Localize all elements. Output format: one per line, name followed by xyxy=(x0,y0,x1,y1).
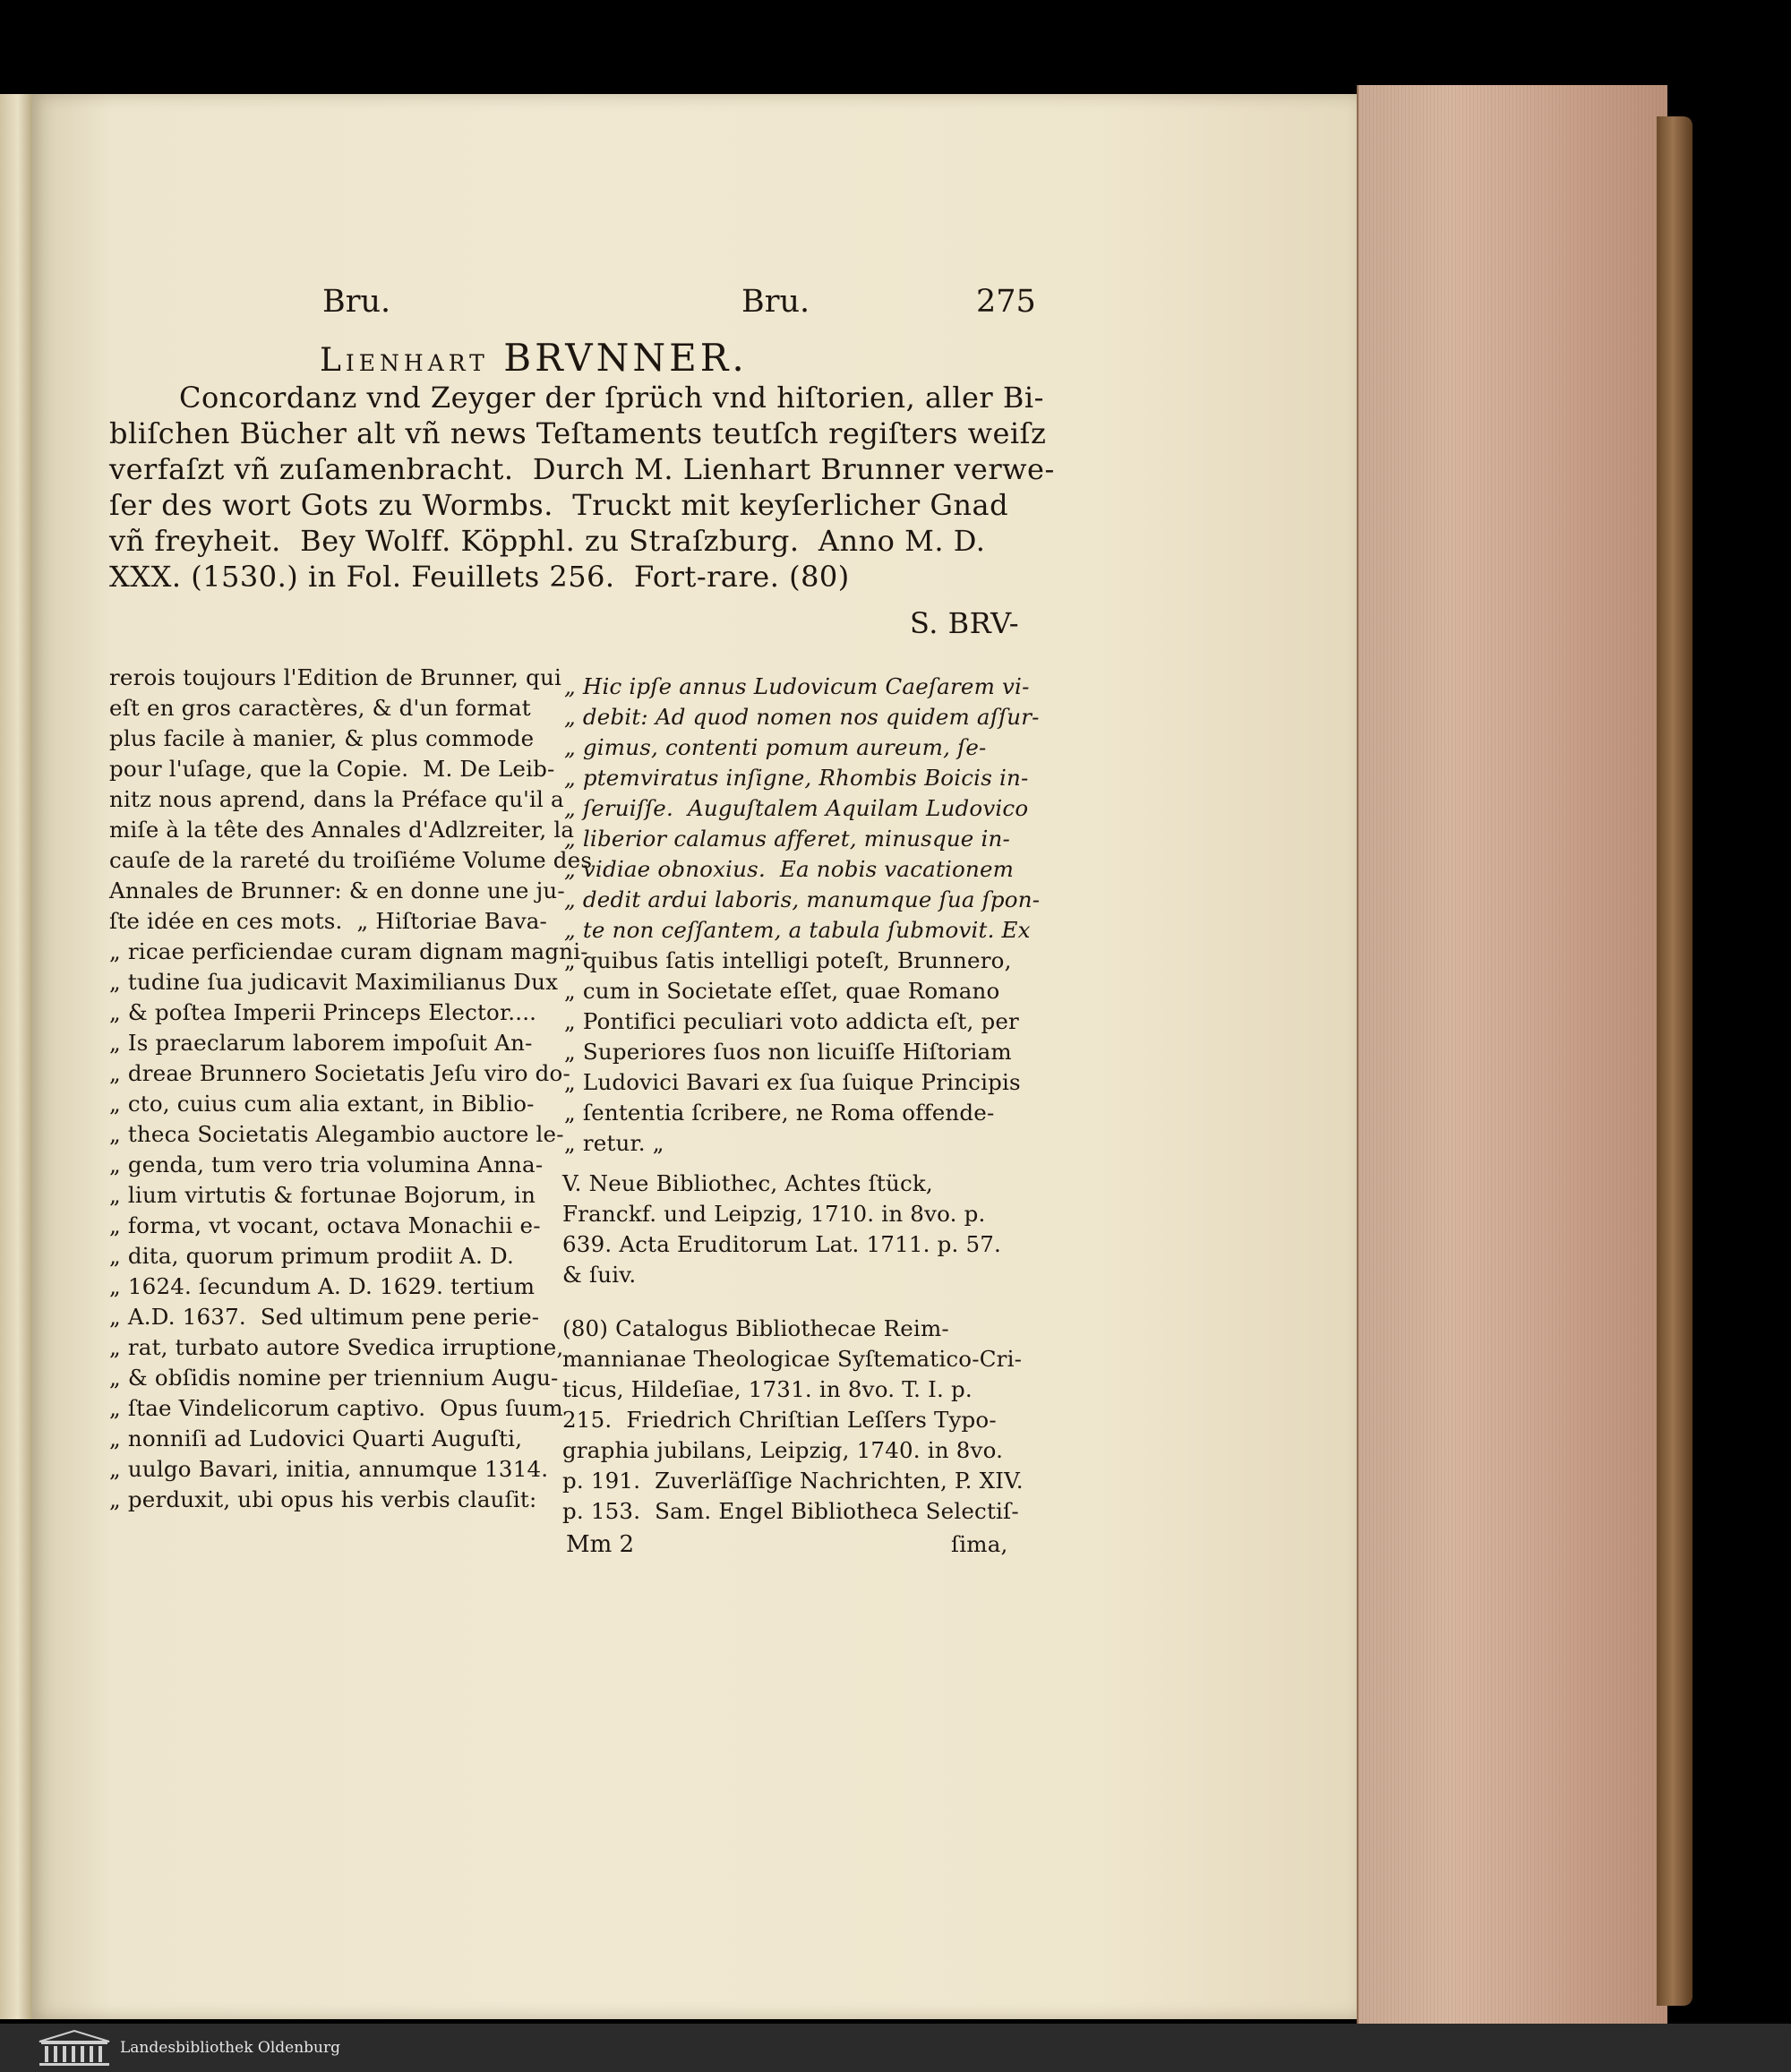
left-column-line: „ forma, vt vocant, octava Monachii e- xyxy=(109,1212,541,1238)
right-column-line: „ ptemviratus inſigne, Rhombis Boicis in- xyxy=(564,765,1029,791)
signature-mark: Mm 2 xyxy=(566,1531,635,1558)
title-line: Concordanz vnd Zeyger der ſprüch vnd hiſtorien, aller Bi- xyxy=(179,381,1044,415)
author-first-name: Lienhart xyxy=(320,342,489,379)
right-column-line: „ gimus, contenti pomum aureum, ſe- xyxy=(564,734,987,760)
right-column-line: „ ſeruiſſe. Auguſtalem Aquilam Ludovico xyxy=(564,795,1029,821)
title-line: vñ freyheit. Bey Wolff. Köpphl. zu Straſzburg. Anno M. D. xyxy=(109,524,986,558)
left-column-line: „ Is praeclarum laborem impoſuit An- xyxy=(109,1030,533,1056)
right-column-line: „ debit: Ad quod nomen nos quidem aſſur- xyxy=(564,704,1040,730)
title-line: verfaſzt vñ zuſamenbracht. Durch M. Lienhart Brunner verwe- xyxy=(109,452,1055,486)
running-head-left: Bru. xyxy=(322,284,391,320)
left-column-line: cauſe de la rareté du troiſiéme Volume des xyxy=(109,847,593,873)
right-column-line: „ ſententia ſcribere, ne Roma offende- xyxy=(564,1100,995,1126)
left-column-line: „ 1624. ſecundum A. D. 1629. tertium xyxy=(109,1273,536,1299)
right-column-line: 639. Acta Eruditorum Lat. 1711. p. 57. xyxy=(562,1231,1002,1257)
right-column-line: „ retur. „ xyxy=(564,1130,664,1156)
left-column-line: ſte idée en ces mots. „ Hiſtoriae Bava- xyxy=(109,908,548,934)
right-column-line: „ quibus ſatis intelligi poteſt, Brunnero, xyxy=(564,947,1012,973)
footnote-line: p. 153. Sam. Engel Bibliotheca Selectiſ- xyxy=(562,1498,1019,1524)
left-column-line: Annales de Brunner: & en donne une ju- xyxy=(109,878,565,903)
left-column-line: „ dreae Brunnero Societatis Jeſu viro do- xyxy=(109,1060,570,1086)
previous-page-edge xyxy=(0,94,34,2019)
left-column-line: „ A.D. 1637. Sed ultimum pene perie- xyxy=(109,1304,540,1330)
left-column-line: „ ſtae Vindelicorum captivo. Opus ſuum xyxy=(109,1395,563,1421)
left-column-line: „ & poſtea Imperii Princeps Elector.... xyxy=(109,999,537,1025)
left-column-line: „ theca Societatis Alegambio auctore le- xyxy=(109,1121,564,1147)
book-cover-edge xyxy=(1657,116,1692,2006)
left-column-line: „ & obſidis nomine per triennium Augu- xyxy=(109,1365,559,1391)
running-head-center: Bru. xyxy=(741,284,810,320)
right-column-line: „ te non ceſſantem, a tabula ſubmovit. Ex xyxy=(564,917,1031,943)
right-column-line: „ cum in Societate eſſet, quae Romano xyxy=(564,978,1000,1004)
left-column-line: eſt en gros caractères, & d'un format xyxy=(109,695,531,721)
left-column-line: plus facile à manier, & plus commode xyxy=(109,725,535,751)
right-column-line: „ Pontifici peculiari voto addicta eſt, per xyxy=(564,1008,1019,1034)
right-column-line: Franckf. und Leipzig, 1710. in 8vo. p. xyxy=(562,1201,986,1227)
left-column-line: „ nonniſi ad Ludovici Quarti Auguſti, xyxy=(109,1426,523,1451)
left-column-line: „ ricae perficiendae curam dignam magni- xyxy=(109,938,588,964)
left-column-line: miſe à la tête des Annales d'Adlzreiter, la xyxy=(109,817,575,843)
institution-label[interactable]: Landesbibliothek Oldenburg xyxy=(120,2039,341,2057)
catchword-top: S. BRV- xyxy=(910,606,1020,640)
left-column-line: nitz nous aprend, dans la Préface qu'il a xyxy=(109,786,564,812)
footnote-line: (80) Catalogus Bibliothecae Reim- xyxy=(562,1315,949,1341)
footnote-line: 215. Friedrich Chriſtian Leſſers Typo- xyxy=(562,1407,997,1433)
page-block-edges xyxy=(1357,85,1667,2028)
left-column-line: „ perduxit, ubi opus his verbis clauſit: xyxy=(109,1486,537,1512)
right-column-line: „ dedit ardui laboris, manumque ſua ſpon- xyxy=(564,886,1041,912)
left-column-line: „ uulgo Bavari, initia, annumque 1314. xyxy=(109,1456,549,1482)
right-column-line: „ Hic ipſe annus Ludovicum Caeſarem vi- xyxy=(564,673,1030,699)
author-last-name: BRVNNER. xyxy=(503,336,748,380)
right-column-line: „ Superiores ſuos non licuiſſe Hiſtoriam xyxy=(564,1039,1012,1065)
footnote-line: ticus, Hildeſiae, 1731. in 8vo. T. I. p. xyxy=(562,1376,973,1402)
left-column-line: rerois toujours l'Edition de Brunner, qui xyxy=(109,664,562,690)
right-column-line: „ vidiae obnoxius. Ea nobis vacationem xyxy=(564,856,1015,882)
footnote-line: p. 191. Zuverläſſige Nachrichten, P. XIV. xyxy=(562,1468,1024,1494)
left-column-line: „ rat, turbato autore Svedica irruptione, xyxy=(109,1334,564,1360)
footnote-line: graphia jubilans, Leipzig, 1740. in 8vo. xyxy=(562,1437,1004,1463)
library-building-icon xyxy=(38,2029,111,2067)
left-column-line: „ tudine ſua judicavit Maximilianus Dux xyxy=(109,969,559,995)
left-column-line: „ genda, tum vero tria volumina Anna- xyxy=(109,1152,544,1177)
title-line: ſer des wort Gots zu Wormbs. Truckt mit keyſerlicher Gnad xyxy=(109,488,1009,522)
footnote-line: mannianae Theologicae Syſtematico-Cri- xyxy=(562,1346,1023,1372)
catchword-bottom: ſima, xyxy=(951,1531,1008,1557)
title-line: bliſchen Bücher alt vñ news Teſtaments teutſch regiſters weiſz xyxy=(109,416,1047,450)
left-column-line: „ dita, quorum primum prodiit A. D. xyxy=(109,1243,514,1269)
right-column-line: „ liberior calamus afferet, minusque in- xyxy=(564,826,1010,852)
left-column-line: „ cto, cuius cum alia extant, in Biblio- xyxy=(109,1091,535,1117)
left-column-line: pour l'uſage, que la Copie. M. De Leib- xyxy=(109,756,555,782)
footer-bar xyxy=(0,2024,1791,2072)
left-column-line: „ lium virtutis & fortunae Bojorum, in xyxy=(109,1182,536,1208)
entry-author xyxy=(320,336,748,380)
right-column-line: & ſuiv. xyxy=(562,1262,637,1288)
page-number: 275 xyxy=(976,284,1036,320)
right-column-line: V. Neue Bibliothec, Achtes ſtück, xyxy=(562,1170,933,1196)
right-column-line: „ Ludovici Bavari ex ſua ſuique Principis xyxy=(564,1069,1021,1095)
title-line: XXX. (1530.) in Fol. Feuillets 256. Fort-rare. (80) xyxy=(109,560,850,594)
